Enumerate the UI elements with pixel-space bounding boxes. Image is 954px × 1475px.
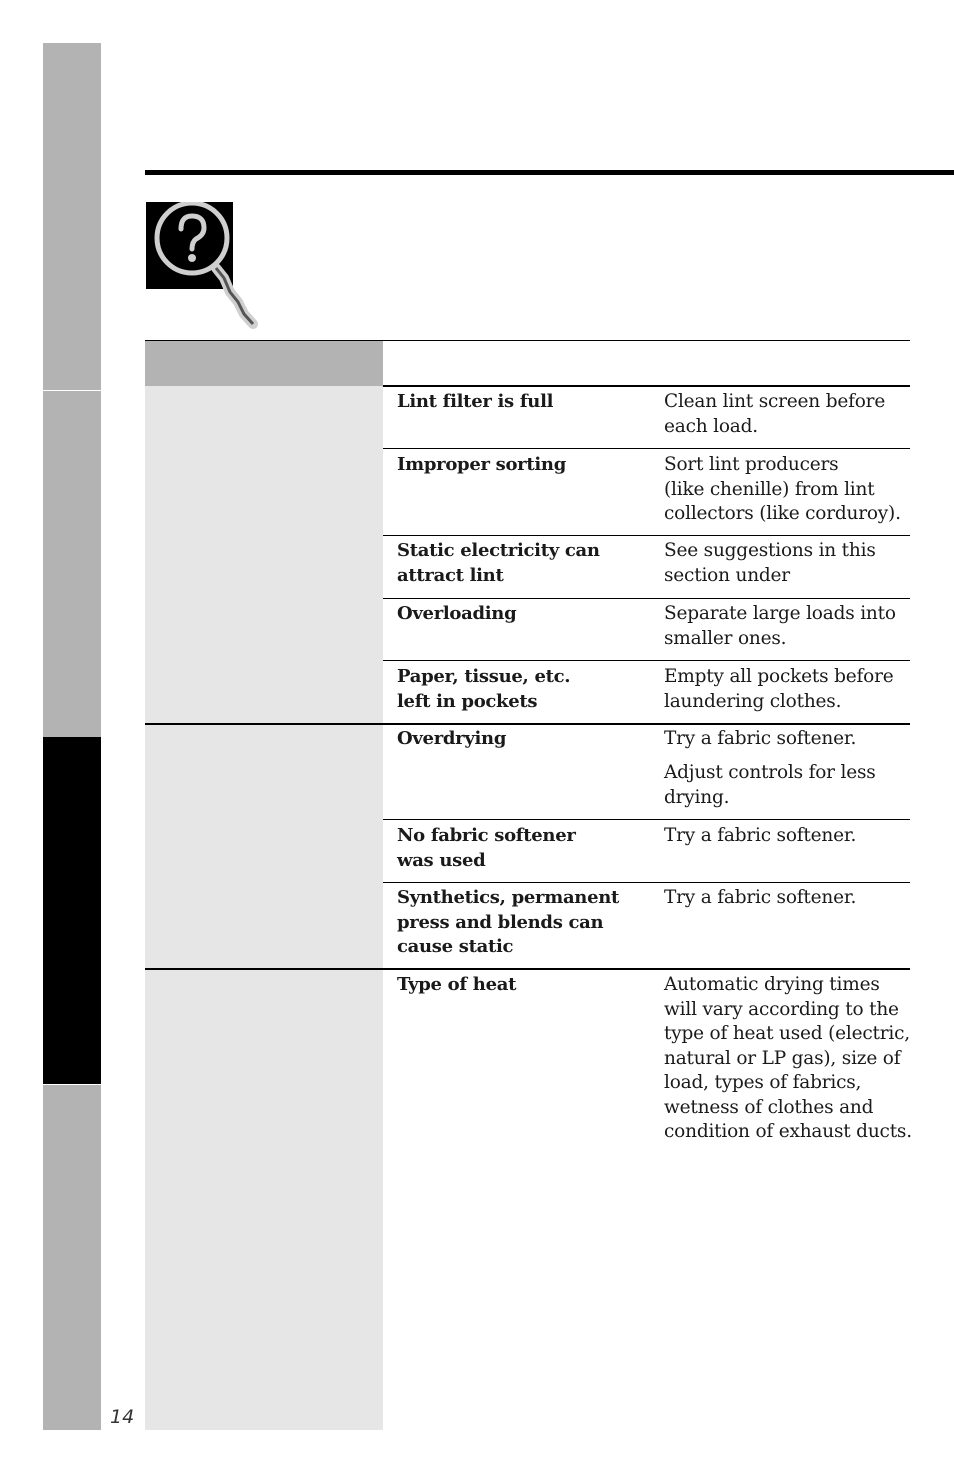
section-top-rule [145,170,954,175]
side-tab-4 [43,1085,101,1430]
page-number: 14 [110,1406,135,1428]
fix-static-electricity: See suggestions in this section under [664,540,876,586]
fix-improper-sorting: Sort lint producers (like chenille) from lint collectors (like corduroy). [664,454,901,524]
row-divider [383,660,910,661]
fix-synthetics: Try a fabric softener. [664,887,857,908]
side-tab-2 [43,391,101,737]
cause-improper-sorting: Improper sorting [397,454,566,475]
fix-overloading: Separate large loads into smaller ones. [664,603,896,649]
group-divider [145,968,910,970]
table-header-cell [145,341,383,386]
group-divider [145,723,910,725]
cause-synthetics: Synthetics, permanent press and blends can cause static [397,887,620,957]
cause-lint-filter: Lint filter is full [397,391,554,412]
cause-static-electricity: Static electricity can attract lint [397,540,600,586]
row-divider [383,598,910,599]
cause-type-of-heat: Type of heat [397,974,517,995]
row-divider [383,448,910,449]
fix-overdrying: Try a fabric softener. [664,728,857,749]
cause-overloading: Overloading [397,603,517,624]
row-divider [383,385,910,387]
fix-no-softener: Try a fabric softener. [664,825,857,846]
question-magnifier-icon [146,202,261,332]
row-divider [383,882,910,883]
fix-lint-filter: Clean lint screen before each load. [664,391,886,437]
row-divider [383,819,910,820]
side-tab-active [43,737,101,1084]
fix-type-of-heat: Automatic drying times will vary according to the type of heat used (electric, natural or LP gas), size of load, types of fabrics, wetness of clothes and condition of exhaust ducts. [664,974,912,1142]
cause-overdrying: Overdrying [397,728,507,749]
problem-column [145,386,383,1430]
side-tab-1 [43,43,101,390]
cause-no-softener: No fabric softener was used [397,825,576,871]
cause-pockets: Paper, tissue, etc. left in pockets [397,666,571,712]
fix-pockets: Empty all pockets before laundering clothes. [664,666,894,712]
row-divider [383,535,910,536]
fix-overdrying-2: Adjust controls for less drying. [664,762,876,808]
